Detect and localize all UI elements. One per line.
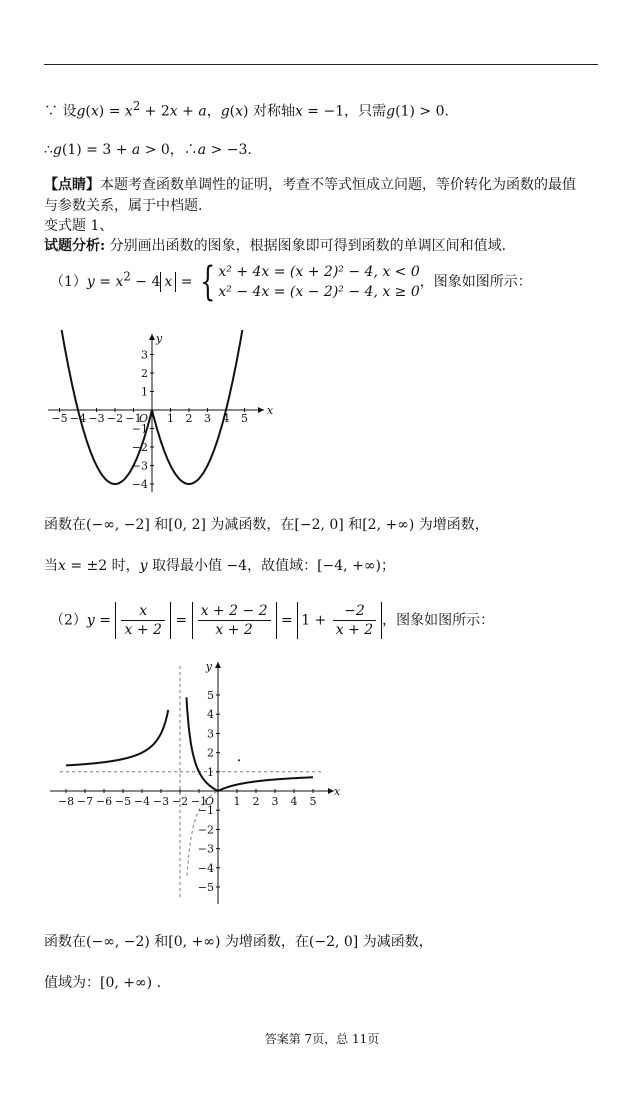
comment-tag: 【点睛】 (44, 177, 100, 193)
curve-left-branch (66, 710, 168, 766)
x-tick-label: 2 (252, 795, 260, 808)
y-tick-label: −4 (131, 478, 148, 491)
text: = ±2 时， (65, 558, 140, 574)
y-tick-label: −4 (197, 861, 214, 875)
math-var: y (86, 612, 95, 629)
math-var: g (76, 103, 86, 120)
text: 函数在(−∞, −2) 和[0, +∞) 为增函数，在(−2, 0] 为减函数， (44, 934, 433, 950)
text: 本题考查函数单调性的证明，考查不等式恒成立问题，等价转化为函数的最值 (100, 177, 576, 193)
comment-line-2 (44, 196, 202, 216)
text: = (276, 612, 298, 629)
text: 取得最小值 −4，故值域：[−4, +∞)； (147, 558, 395, 574)
text: = (176, 274, 197, 290)
text: ，只需 (344, 103, 387, 120)
text: > 0， (140, 142, 184, 158)
text: ( (229, 103, 236, 120)
y-tick-label: 1 (207, 765, 214, 779)
text: 变式题 1、 (44, 218, 114, 234)
y-tick-label: 4 (207, 708, 214, 722)
case-2: x² − 4x = (x − 2)² − 4, x ≥ 0 (218, 284, 420, 300)
x-tick-label: −1 (190, 795, 208, 808)
x-tick-label: 5 (309, 795, 317, 808)
x-tick-label: −6 (95, 795, 113, 808)
comment-line-1 (44, 175, 576, 195)
abs-fraction-2 (192, 602, 277, 639)
y-tick-label: 1 (141, 385, 148, 399)
math-var: g (52, 142, 62, 158)
y-tick-label: 2 (141, 367, 148, 380)
line-g1-condition (44, 140, 252, 160)
x-tick-label: −2 (171, 795, 189, 808)
math-var: y (86, 274, 95, 290)
y-tick-label: 2 (207, 746, 214, 760)
min-value-line (44, 556, 395, 576)
math-var: x (294, 103, 303, 120)
y-axis-label: y (205, 660, 212, 673)
x-tick-label: 3 (271, 795, 279, 808)
text: 对称轴 (248, 103, 295, 120)
text: ∴ (183, 142, 198, 158)
curve-right-branch (187, 697, 314, 791)
text: > −3. (206, 142, 252, 158)
origin-label: O (138, 412, 148, 425)
text: 值域为：[0, +∞) . (44, 975, 162, 991)
y-tick-label: −2 (197, 823, 214, 837)
x-tick-label: −2 (106, 412, 124, 425)
x-tick-label: 3 (204, 412, 211, 425)
text: = (170, 612, 192, 629)
text: = −1 (302, 103, 345, 120)
x-tick-label: 4 (222, 412, 230, 425)
math-var: g (220, 103, 230, 120)
y-tick-label: 5 (207, 689, 214, 702)
math-var: x (58, 558, 66, 574)
math-var: g (386, 103, 396, 120)
text: (1) > 0. (395, 103, 449, 120)
y-tick-label: 3 (141, 348, 148, 362)
line-g-definition (44, 96, 449, 122)
text: = (104, 103, 125, 120)
variant-title (44, 216, 113, 236)
denominator: x + 2 (124, 622, 162, 638)
text: + 2 (140, 103, 170, 120)
math-var: a (198, 103, 207, 120)
text: ( (85, 103, 91, 120)
numerator: x (121, 602, 164, 621)
analysis-tag: 试题分析: (44, 238, 106, 254)
piecewise-formula (50, 259, 532, 305)
numerator: x + 2 − 2 (198, 602, 271, 621)
item-number: （1） (50, 274, 87, 290)
text: 函数在(−∞, −2] 和[0, 2] 为减函数，在[−2, 0] 和[2, +∞) 为增函数， (44, 517, 489, 533)
monotonic-line-1 (44, 515, 489, 535)
y-tick-label: −1 (197, 804, 214, 818)
figure-2-abs-rational (44, 658, 340, 908)
page-footer: 答案第 7页，总 11页 (264, 1032, 380, 1046)
x-axis-label: x (334, 785, 340, 798)
x-tick-label: 4 (290, 795, 298, 808)
abs-fraction-1 (115, 602, 170, 639)
text: − 4 (130, 274, 161, 290)
x-tick-label: 1 (167, 412, 174, 425)
y-axis-label: y (156, 332, 163, 345)
cases (218, 262, 419, 302)
denominator: x + 2 (335, 622, 374, 638)
text: ，图象如图所示： (419, 274, 532, 290)
header-rule (44, 64, 598, 65)
text: 与参数关系，属于中档题. (44, 198, 203, 214)
y-tick-label: −3 (197, 842, 214, 856)
numerator: −2 (333, 602, 376, 621)
superscript: 2 (132, 99, 141, 113)
text: + (177, 103, 199, 120)
x-tick-label: −8 (57, 795, 75, 808)
x-tick-label: −7 (76, 795, 94, 808)
y-axis-arrow (149, 334, 155, 340)
x-axis-label: x (266, 404, 274, 417)
text: ∵ 设 (44, 103, 77, 120)
stray-dot (238, 759, 240, 761)
x-tick-label: −3 (88, 412, 105, 425)
y-tick-label: 3 (207, 727, 214, 741)
text: ， (206, 103, 221, 120)
analysis-line (44, 236, 506, 256)
case-1: x² + 4x = (x + 2)² − 4, x < 0 (218, 264, 420, 280)
text: 分别画出函数的图象，根据图象即可得到函数的单调区间和值域. (105, 238, 507, 254)
math-var: x (169, 103, 178, 120)
y-tick-label: −3 (131, 459, 148, 473)
abs-value: x (160, 272, 176, 292)
math-var: y (139, 558, 148, 574)
y-tick-label: −1 (131, 422, 148, 436)
fraction-formula (50, 602, 494, 639)
x-tick-label: 2 (185, 412, 193, 425)
y-tick-label: −2 (131, 441, 148, 454)
text: = (94, 612, 116, 629)
y-axis-arrow (215, 662, 221, 668)
y-tick-label: −5 (197, 881, 214, 894)
monotonic-line-2 (44, 932, 433, 952)
text: ，图象如图所示： (382, 612, 495, 629)
text: (1) = 3 + (61, 142, 132, 158)
text: ) (243, 103, 249, 120)
item-number: （2） (50, 612, 87, 629)
text: 当 (44, 558, 58, 574)
x-tick-label: −5 (51, 412, 68, 425)
math-var: x (115, 274, 124, 290)
figure-1-parabolas (46, 330, 278, 496)
range-line (44, 973, 161, 993)
text: 1 + (301, 612, 331, 629)
math-var: a (131, 142, 141, 158)
math-var: x (124, 103, 133, 120)
math-var: x (90, 103, 99, 120)
x-tick-label: 1 (233, 795, 241, 808)
x-tick-label: 5 (241, 412, 248, 425)
text: ) (98, 103, 105, 120)
x-tick-label: −1 (125, 412, 142, 425)
math-var: x (235, 103, 244, 120)
x-tick-label: −5 (114, 795, 132, 808)
x-axis-arrow (258, 407, 264, 413)
math-var: a (197, 142, 207, 158)
denominator: x + 2 (215, 622, 253, 638)
x-tick-label: −3 (152, 795, 170, 808)
left-brace: { (199, 259, 216, 305)
origin-label: O (204, 795, 214, 808)
text: ∴ (44, 142, 53, 158)
text: = (94, 274, 116, 290)
superscript: 2 (123, 269, 131, 284)
abs-fraction-3 (297, 602, 382, 639)
x-tick-label: −4 (133, 795, 151, 808)
x-tick-label: −4 (69, 412, 87, 425)
